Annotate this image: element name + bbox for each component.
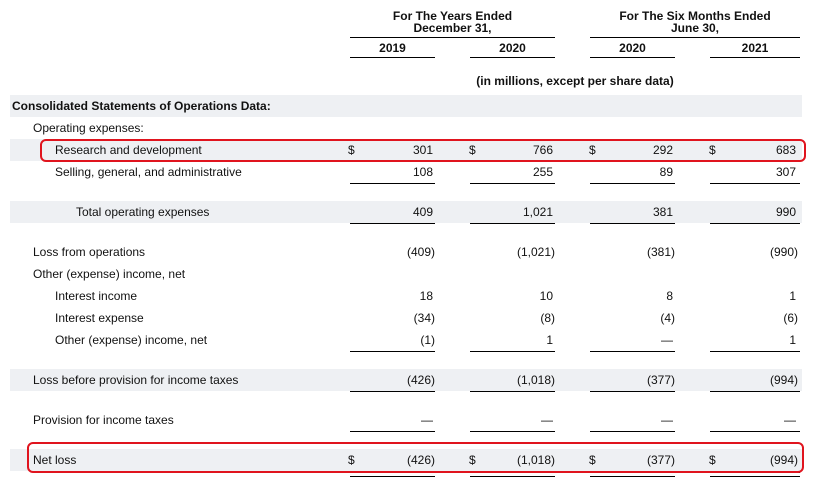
sga-rule-4 bbox=[710, 183, 800, 184]
col-2021: 2021 bbox=[741, 41, 769, 55]
sga-rule-2 bbox=[470, 183, 555, 184]
sga-2020-year: 255 bbox=[532, 165, 553, 179]
loss-ops-label: Loss from operations bbox=[33, 245, 146, 259]
provision-rule-4 bbox=[710, 431, 800, 432]
interest-income-label: Interest income bbox=[55, 289, 138, 303]
interest-income-2020-six: 8 bbox=[666, 289, 673, 303]
loss-before-tax-row bbox=[0, 369, 819, 391]
total-opex-rule-4 bbox=[710, 223, 800, 224]
other-net-rule-4 bbox=[710, 351, 800, 352]
loss-before-tax-rule-1 bbox=[350, 391, 435, 392]
provision-2021: — bbox=[784, 413, 796, 427]
loss-before-tax-rule-3 bbox=[590, 391, 675, 392]
other-net-2020-year: 1 bbox=[546, 333, 553, 347]
rnd-2019: 301 bbox=[412, 143, 433, 157]
loss-before-tax-rule-4 bbox=[710, 391, 800, 392]
rnd-label: Research and development bbox=[55, 143, 202, 157]
loss-before-tax-rule-2 bbox=[470, 391, 555, 392]
loss-ops-row bbox=[0, 241, 819, 263]
net-loss-dollar-1: $ bbox=[348, 453, 355, 467]
sga-row bbox=[0, 161, 819, 183]
rnd-dollar-2: $ bbox=[469, 143, 476, 157]
net-loss-rule-4 bbox=[710, 472, 800, 477]
header-rule-years bbox=[350, 37, 555, 38]
provision-label: Provision for income taxes bbox=[33, 413, 174, 427]
other-net-rule-1 bbox=[350, 351, 435, 352]
net-loss-row bbox=[0, 449, 819, 471]
col-2020-year: 2020 bbox=[499, 41, 526, 55]
years-ended-line1: For The Years Ended bbox=[392, 9, 513, 23]
loss-ops-2020-six: (381) bbox=[646, 245, 675, 259]
sga-2019: 108 bbox=[412, 165, 433, 179]
six-months-header bbox=[590, 10, 800, 34]
sga-rule-1 bbox=[350, 183, 435, 184]
rnd-2021: 683 bbox=[775, 143, 796, 157]
six-months-line2: June 30, bbox=[670, 21, 720, 35]
loss-before-tax-2021: (994) bbox=[769, 373, 798, 387]
interest-expense-2020-six: (4) bbox=[660, 311, 675, 325]
years-ended-line2: December 31, bbox=[413, 21, 492, 35]
col-2019: 2019 bbox=[379, 41, 406, 55]
net-loss-2019: (426) bbox=[406, 453, 435, 467]
section-title-row bbox=[0, 95, 819, 117]
total-opex-row bbox=[0, 201, 819, 223]
interest-income-2019: 18 bbox=[419, 289, 433, 303]
interest-income-2020-year: 10 bbox=[539, 289, 553, 303]
net-loss-rule-1 bbox=[350, 472, 435, 477]
sga-2020-six: 89 bbox=[659, 165, 673, 179]
total-opex-2020-six: 381 bbox=[652, 205, 673, 219]
total-opex-rule-3 bbox=[590, 223, 675, 224]
net-loss-dollar-3: $ bbox=[589, 453, 596, 467]
loss-before-tax-2019: (426) bbox=[406, 373, 435, 387]
rnd-row bbox=[0, 139, 819, 161]
units-note: (in millions, except per share data) bbox=[476, 74, 674, 88]
sga-label: Selling, general, and administrative bbox=[55, 165, 242, 179]
interest-expense-row bbox=[0, 307, 819, 329]
interest-expense-label: Interest expense bbox=[55, 311, 144, 325]
col-rule-3 bbox=[590, 57, 675, 58]
section-title: Consolidated Statements of Operations Data: bbox=[12, 99, 271, 113]
interest-income-row bbox=[0, 285, 819, 307]
provision-rule-3 bbox=[590, 431, 675, 432]
total-opex-label: Total operating expenses bbox=[76, 205, 210, 219]
rnd-2020-six: 292 bbox=[652, 143, 673, 157]
provision-2020-six: — bbox=[661, 413, 673, 427]
loss-ops-2019: (409) bbox=[406, 245, 435, 259]
six-months-line1: For The Six Months Ended bbox=[619, 9, 771, 23]
total-opex-rule-2 bbox=[470, 223, 555, 224]
total-opex-2019: 409 bbox=[412, 205, 433, 219]
net-loss-dollar-4: $ bbox=[709, 453, 716, 467]
interest-expense-2019: (34) bbox=[413, 311, 435, 325]
loss-before-tax-label: Loss before provision for income taxes bbox=[33, 373, 239, 387]
net-loss-dollar-2: $ bbox=[469, 453, 476, 467]
provision-2019: — bbox=[421, 413, 433, 427]
loss-ops-2021: (990) bbox=[769, 245, 798, 259]
col-rule-4 bbox=[710, 57, 800, 58]
provision-rule-2 bbox=[470, 431, 555, 432]
other-net-rule-3 bbox=[590, 351, 675, 352]
total-opex-2021: 990 bbox=[775, 205, 796, 219]
sga-rule-3 bbox=[590, 183, 675, 184]
col-2020-six: 2020 bbox=[619, 41, 646, 55]
net-loss-2020-year: (1,018) bbox=[516, 453, 555, 467]
rnd-dollar-1: $ bbox=[348, 143, 355, 157]
other-net-2021: 1 bbox=[789, 333, 796, 347]
provision-rule-1 bbox=[350, 431, 435, 432]
other-header-label: Other (expense) income, net bbox=[33, 267, 186, 281]
other-net-row bbox=[0, 329, 819, 351]
provision-row bbox=[0, 409, 819, 431]
interest-expense-2021: (6) bbox=[783, 311, 798, 325]
provision-2020-year: — bbox=[541, 413, 553, 427]
opex-header-label: Operating expenses: bbox=[33, 121, 144, 135]
years-ended-header bbox=[350, 10, 555, 34]
total-opex-rule-1 bbox=[350, 223, 435, 224]
other-net-2019: (1) bbox=[420, 333, 435, 347]
net-loss-2021: (994) bbox=[769, 453, 798, 467]
loss-before-tax-2020-year: (1,018) bbox=[516, 373, 555, 387]
other-header-row bbox=[0, 263, 819, 285]
sga-2021: 307 bbox=[775, 165, 796, 179]
total-opex-2020-year: 1,021 bbox=[522, 205, 553, 219]
other-net-label: Other (expense) income, net bbox=[55, 333, 208, 347]
col-rule-2 bbox=[470, 57, 555, 58]
loss-before-tax-2020-six: (377) bbox=[646, 373, 675, 387]
interest-expense-2020-year: (8) bbox=[540, 311, 555, 325]
loss-ops-2020-year: (1,021) bbox=[516, 245, 555, 259]
net-loss-rule-2 bbox=[470, 472, 555, 477]
rnd-2020-year: 766 bbox=[532, 143, 553, 157]
rnd-dollar-3: $ bbox=[589, 143, 596, 157]
col-rule-1 bbox=[350, 57, 435, 58]
other-net-2020-six: — bbox=[661, 333, 673, 347]
header-rule-months bbox=[590, 37, 800, 38]
net-loss-rule-3 bbox=[590, 472, 675, 477]
opex-header-row bbox=[0, 117, 819, 139]
net-loss-2020-six: (377) bbox=[646, 453, 675, 467]
net-loss-label: Net loss bbox=[33, 453, 77, 467]
rnd-dollar-4: $ bbox=[709, 143, 716, 157]
interest-income-2021: 1 bbox=[789, 289, 796, 303]
other-net-rule-2 bbox=[470, 351, 555, 352]
